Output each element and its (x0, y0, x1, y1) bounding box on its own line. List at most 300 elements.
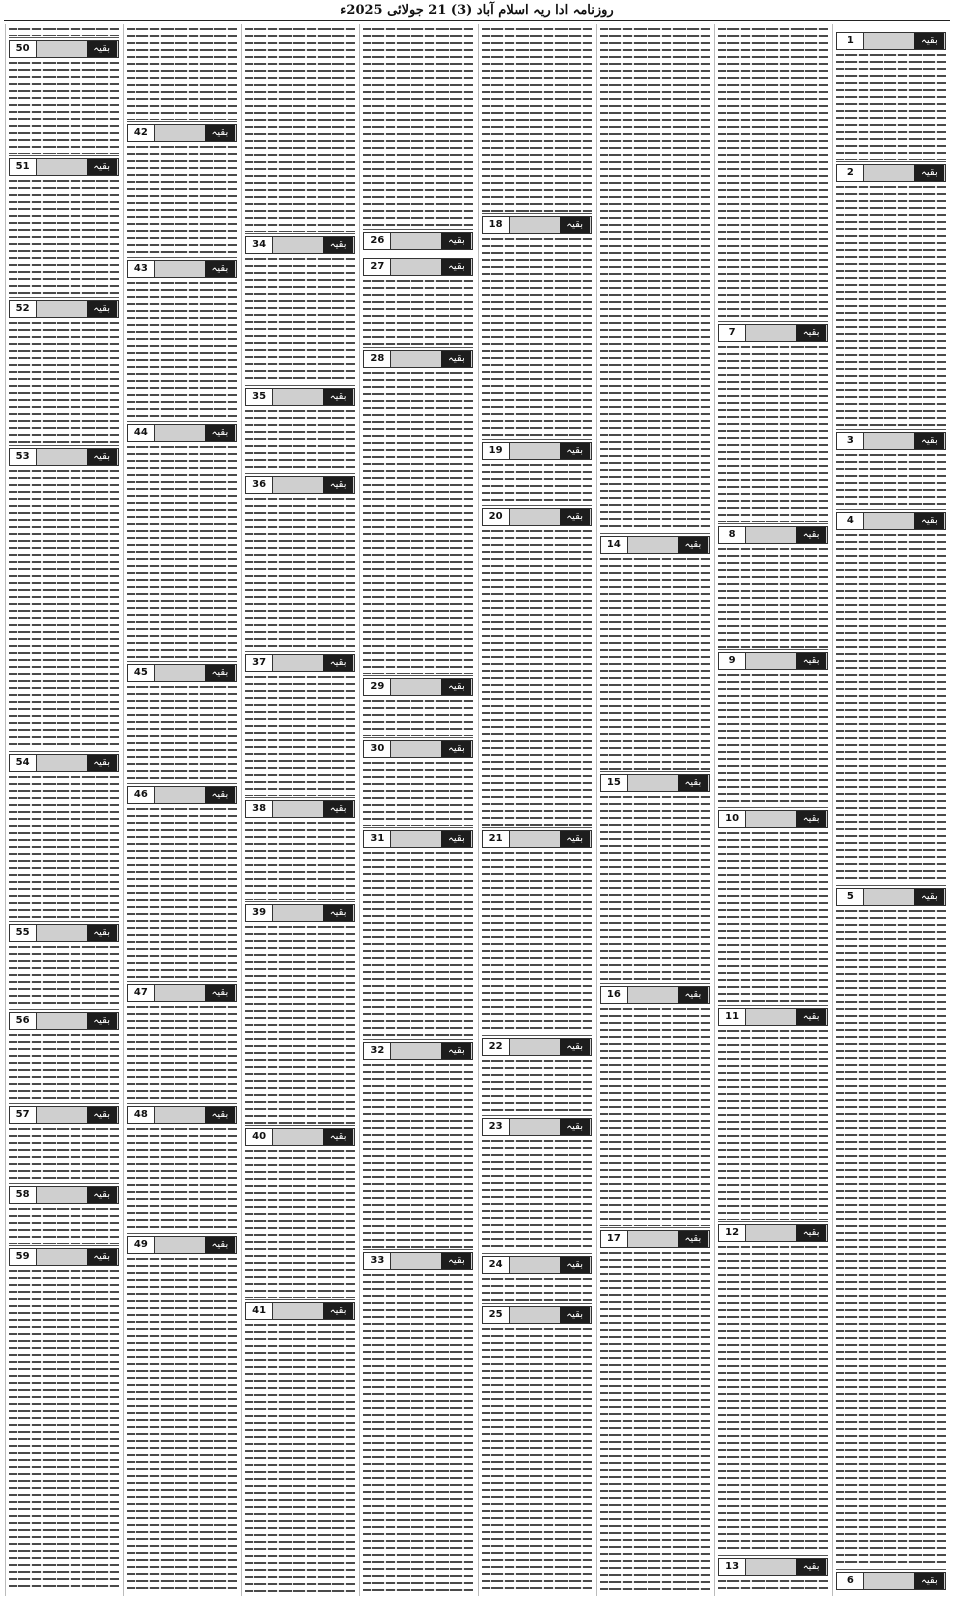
continuation-header (718, 324, 828, 342)
article-end-rule (245, 1125, 355, 1126)
header-bar (273, 1303, 354, 1319)
header-bar (273, 237, 354, 253)
masthead: روزنامہ ادا ریہ اسلام آباد (3) 21 جولائی 2025ء (340, 3, 614, 18)
continuation-header (9, 158, 119, 176)
header-bar (746, 325, 827, 341)
continuation-header (836, 512, 946, 530)
continuation-label: بقیہ (441, 679, 471, 695)
article-text (127, 144, 237, 256)
article-end-rule (9, 37, 119, 38)
header-bar (391, 1043, 472, 1059)
continuation-label: بقیہ (560, 1257, 590, 1273)
continuation-label: بقیہ (678, 775, 708, 791)
article-text (600, 794, 710, 982)
header-bar (273, 655, 354, 671)
article-text (363, 850, 473, 1038)
continuation-number: 16 (601, 987, 628, 1003)
continuation-label: بقیہ (323, 477, 353, 493)
continuation-label: بقیہ (560, 1307, 590, 1323)
article-end-rule (127, 783, 237, 784)
header-bar (746, 1225, 827, 1241)
continuation-label: بقیہ (914, 33, 944, 49)
continuation-label: بقیہ (796, 527, 826, 543)
continuation-label: بقیہ (914, 513, 944, 529)
continuation-header (9, 1248, 119, 1266)
header-bar (155, 125, 236, 141)
article-text (9, 178, 119, 296)
continuation-number: 53 (10, 449, 37, 465)
continuation-label: بقیہ (678, 987, 708, 1003)
newspaper-columns (4, 24, 950, 1596)
continuation-number: 45 (128, 665, 155, 681)
column-5 (359, 24, 476, 1596)
continuation-number: 6 (837, 1573, 864, 1589)
continuation-number: 37 (246, 655, 273, 671)
continuation-header (600, 1230, 710, 1248)
continuation-label: بقیہ (796, 325, 826, 341)
continuation-label: بقیہ (323, 655, 353, 671)
continuation-header (363, 740, 473, 758)
header-bar (37, 755, 118, 771)
continuation-number: 55 (10, 925, 37, 941)
continuation-header (482, 1038, 592, 1056)
article-text (836, 532, 946, 884)
continuation-header (127, 786, 237, 804)
article-text (127, 1004, 237, 1102)
article-end-rule (127, 421, 237, 422)
continuation-label: بقیہ (914, 433, 944, 449)
continuation-number: 38 (246, 801, 273, 817)
article-end-rule (245, 1299, 355, 1300)
continuation-header (245, 476, 355, 494)
continuation-number: 44 (128, 425, 155, 441)
continuation-number: 26 (364, 233, 391, 249)
header-bar (155, 261, 236, 277)
header-bar (391, 679, 472, 695)
header-bar (37, 159, 118, 175)
header-bar (37, 1013, 118, 1029)
article-end-rule (718, 1555, 828, 1556)
continuation-header (718, 1008, 828, 1026)
continuation-number: 23 (483, 1119, 510, 1135)
header-bar (510, 217, 591, 233)
header-bar (37, 1107, 118, 1123)
continuation-label: بقیہ (560, 443, 590, 459)
continuation-number: 15 (601, 775, 628, 791)
article-text (718, 1244, 828, 1554)
header-bar (37, 1249, 118, 1265)
article-text (127, 444, 237, 660)
article-text (363, 760, 473, 826)
continuation-number: 21 (483, 831, 510, 847)
continuation-number: 22 (483, 1039, 510, 1055)
article-end-rule (9, 1103, 119, 1104)
article-text (363, 1272, 473, 1592)
continuation-header (245, 1302, 355, 1320)
header-bar (391, 741, 472, 757)
continuation-label: بقیہ (87, 925, 117, 941)
continuation-header (836, 888, 946, 906)
continuation-header (600, 774, 710, 792)
article-text (363, 1062, 473, 1248)
continuation-number: 3 (837, 433, 864, 449)
article-end-rule (718, 649, 828, 650)
masthead-rule (4, 20, 950, 21)
continuation-number: 31 (364, 831, 391, 847)
article-end-rule (363, 1039, 473, 1040)
continuation-number: 43 (128, 261, 155, 277)
article-text (245, 256, 355, 384)
continuation-number: 11 (719, 1009, 746, 1025)
article-text (482, 1138, 592, 1252)
continuation-header (245, 904, 355, 922)
article-end-rule (482, 439, 592, 440)
header-bar (864, 433, 945, 449)
continuation-label: بقیہ (87, 449, 117, 465)
continuation-label: بقیہ (87, 41, 117, 57)
continuation-header (482, 1256, 592, 1274)
article-end-rule (127, 1233, 237, 1234)
continuation-number: 5 (837, 889, 864, 905)
continuation-header (482, 830, 592, 848)
article-end-rule (245, 233, 355, 234)
article-end-rule (9, 1245, 119, 1246)
article-text (245, 820, 355, 900)
header-bar (37, 41, 118, 57)
article-text (482, 236, 592, 438)
continuation-label: بقیہ (87, 1013, 117, 1029)
header-bar (864, 1573, 945, 1589)
header-bar (391, 1253, 472, 1269)
continuation-number: 32 (364, 1043, 391, 1059)
continuation-header (9, 448, 119, 466)
continuation-number: 41 (246, 1303, 273, 1319)
article-text (245, 496, 355, 650)
continuation-number: 12 (719, 1225, 746, 1241)
header-bar (391, 259, 472, 275)
continuation-label: بقیہ (441, 741, 471, 757)
column-7 (123, 24, 240, 1596)
continuation-label: بقیہ (87, 159, 117, 175)
article-text (600, 1006, 710, 1226)
article-text (836, 452, 946, 508)
article-end-rule (127, 981, 237, 982)
article-end-rule (363, 737, 473, 738)
continuation-number: 4 (837, 513, 864, 529)
article-text (718, 1028, 828, 1220)
continuation-header (9, 1186, 119, 1204)
header-bar (746, 1009, 827, 1025)
article-end-rule (600, 771, 710, 772)
continuation-number: 47 (128, 985, 155, 1001)
article-text (482, 462, 592, 504)
header-bar (510, 1307, 591, 1323)
header-bar (391, 233, 472, 249)
continuation-header (482, 442, 592, 460)
article-end-rule (836, 509, 946, 510)
continuation-label: بقیہ (796, 1225, 826, 1241)
article-end-rule (718, 321, 828, 322)
continuation-number: 34 (246, 237, 273, 253)
article-text (9, 1206, 119, 1244)
continuation-number: 48 (128, 1107, 155, 1123)
article-end-rule (9, 155, 119, 156)
article-text (363, 26, 473, 228)
article-end-rule (245, 385, 355, 386)
continuation-number: 33 (364, 1253, 391, 1269)
continuation-label: بقیہ (560, 1039, 590, 1055)
header-bar (510, 1039, 591, 1055)
continuation-label: بقیہ (914, 165, 944, 181)
continuation-header (245, 236, 355, 254)
article-end-rule (482, 1035, 592, 1036)
continuation-number: 58 (10, 1187, 37, 1203)
article-text (718, 830, 828, 1004)
article-text (9, 320, 119, 444)
continuation-number: 20 (483, 509, 510, 525)
article-end-rule (718, 1005, 828, 1006)
continuation-header (9, 754, 119, 772)
article-end-rule (9, 921, 119, 922)
header-bar (155, 1107, 236, 1123)
header-bar (510, 831, 591, 847)
continuation-number: 10 (719, 811, 746, 827)
continuation-header (245, 654, 355, 672)
article-text (718, 1578, 828, 1592)
column-4 (478, 24, 595, 1596)
continuation-label: بقیہ (914, 889, 944, 905)
header-bar (273, 801, 354, 817)
continuation-header (600, 986, 710, 1004)
article-text (363, 278, 473, 346)
continuation-header (482, 216, 592, 234)
continuation-label: بقیہ (796, 1559, 826, 1575)
column-2 (714, 24, 831, 1596)
article-end-rule (9, 297, 119, 298)
article-end-rule (363, 827, 473, 828)
continuation-header (482, 1118, 592, 1136)
continuation-label: بقیہ (796, 653, 826, 669)
continuation-header (9, 1012, 119, 1030)
continuation-header (9, 300, 119, 318)
article-end-rule (245, 473, 355, 474)
article-text (600, 1250, 710, 1592)
article-text (9, 1268, 119, 1592)
continuation-label: بقیہ (441, 831, 471, 847)
article-end-rule (9, 1183, 119, 1184)
header-bar (746, 653, 827, 669)
article-text (245, 26, 355, 232)
continuation-number: 54 (10, 755, 37, 771)
article-text (836, 184, 946, 428)
article-end-rule (482, 1253, 592, 1254)
continuation-number: 27 (364, 259, 391, 275)
article-text (9, 774, 119, 920)
continuation-header (363, 678, 473, 696)
article-text (127, 1256, 237, 1592)
continuation-label: بقیہ (441, 259, 471, 275)
continuation-header (9, 1106, 119, 1124)
article-end-rule (836, 161, 946, 162)
header-bar (746, 527, 827, 543)
continuation-number: 28 (364, 351, 391, 367)
continuation-number: 57 (10, 1107, 37, 1123)
column-8 (5, 24, 122, 1596)
article-end-rule (718, 807, 828, 808)
header-bar (155, 985, 236, 1001)
article-text (482, 1326, 592, 1592)
continuation-number: 14 (601, 537, 628, 553)
article-text (127, 1126, 237, 1232)
article-text (718, 546, 828, 648)
continuation-header (718, 810, 828, 828)
article-end-rule (127, 1103, 237, 1104)
article-text (482, 1058, 592, 1114)
continuation-label: بقیہ (205, 261, 235, 277)
continuation-label: بقیہ (560, 217, 590, 233)
continuation-header (482, 1306, 592, 1324)
article-end-rule (245, 651, 355, 652)
article-text (9, 944, 119, 1008)
continuation-label: بقیہ (205, 985, 235, 1001)
continuation-header (363, 232, 473, 250)
continuation-number: 46 (128, 787, 155, 803)
continuation-label: بقیہ (560, 831, 590, 847)
continuation-number: 29 (364, 679, 391, 695)
article-text (9, 26, 119, 36)
article-end-rule (9, 1009, 119, 1010)
header-bar (155, 425, 236, 441)
article-text (600, 556, 710, 770)
article-end-rule (363, 1249, 473, 1250)
continuation-header (836, 432, 946, 450)
article-text (245, 1148, 355, 1298)
continuation-header (127, 424, 237, 442)
continuation-number: 40 (246, 1129, 273, 1145)
continuation-label: بقیہ (205, 1107, 235, 1123)
continuation-number: 18 (483, 217, 510, 233)
continuation-header (9, 40, 119, 58)
continuation-label: بقیہ (323, 389, 353, 405)
article-text (482, 528, 592, 826)
continuation-number: 56 (10, 1013, 37, 1029)
article-text (127, 280, 237, 420)
continuation-header (127, 260, 237, 278)
article-text (363, 698, 473, 736)
header-bar (864, 513, 945, 529)
continuation-label: بقیہ (323, 801, 353, 817)
article-end-rule (127, 257, 237, 258)
continuation-number: 25 (483, 1307, 510, 1323)
header-bar (746, 1559, 827, 1575)
article-text (245, 408, 355, 472)
continuation-number: 50 (10, 41, 37, 57)
header-bar (628, 987, 709, 1003)
header-bar (37, 1187, 118, 1203)
article-text (9, 1032, 119, 1102)
continuation-header (127, 1236, 237, 1254)
continuation-label: بقیہ (87, 1187, 117, 1203)
header-bar (273, 389, 354, 405)
continuation-label: بقیہ (678, 537, 708, 553)
continuation-number: 24 (483, 1257, 510, 1273)
header-bar (273, 477, 354, 493)
article-text (836, 908, 946, 1568)
continuation-header (718, 1224, 828, 1242)
continuation-label: بقیہ (205, 787, 235, 803)
continuation-label: بقیہ (87, 1107, 117, 1123)
continuation-label: بقیہ (560, 1119, 590, 1135)
article-text (127, 684, 237, 782)
article-end-rule (836, 429, 946, 430)
continuation-label: بقیہ (205, 1237, 235, 1253)
article-end-rule (836, 1569, 946, 1570)
continuation-header (363, 1252, 473, 1270)
continuation-header (9, 924, 119, 942)
continuation-label: بقیہ (796, 811, 826, 827)
header-bar (391, 351, 472, 367)
header-bar (155, 665, 236, 681)
continuation-header (836, 1572, 946, 1590)
article-text (245, 924, 355, 1124)
continuation-label: بقیہ (323, 1303, 353, 1319)
continuation-label: بقیہ (323, 905, 353, 921)
header-bar (864, 165, 945, 181)
continuation-number: 17 (601, 1231, 628, 1247)
article-end-rule (836, 885, 946, 886)
article-text (718, 672, 828, 806)
continuation-number: 35 (246, 389, 273, 405)
continuation-header (127, 984, 237, 1002)
continuation-label: بقیہ (323, 1129, 353, 1145)
continuation-header (718, 526, 828, 544)
header-bar (746, 811, 827, 827)
article-text (718, 26, 828, 320)
continuation-number: 19 (483, 443, 510, 459)
article-end-rule (363, 347, 473, 348)
continuation-number: 59 (10, 1249, 37, 1265)
continuation-header (836, 164, 946, 182)
header-bar (391, 831, 472, 847)
continuation-header (363, 258, 473, 276)
header-bar (37, 449, 118, 465)
continuation-number: 1 (837, 33, 864, 49)
continuation-label: بقیہ (441, 351, 471, 367)
header-bar (155, 1237, 236, 1253)
continuation-label: بقیہ (796, 1009, 826, 1025)
article-end-rule (363, 675, 473, 676)
article-end-rule (482, 827, 592, 828)
article-end-rule (127, 661, 237, 662)
continuation-number: 42 (128, 125, 155, 141)
column-1 (832, 24, 949, 1596)
continuation-number: 49 (128, 1237, 155, 1253)
continuation-label: بقیہ (205, 425, 235, 441)
article-end-rule (718, 1221, 828, 1222)
header-bar (37, 925, 118, 941)
header-bar (273, 905, 354, 921)
article-text (600, 26, 710, 532)
continuation-number: 9 (719, 653, 746, 669)
article-end-rule (245, 901, 355, 902)
article-text (482, 1276, 592, 1302)
column-3 (596, 24, 713, 1596)
continuation-header (363, 830, 473, 848)
article-end-rule (9, 751, 119, 752)
continuation-number: 39 (246, 905, 273, 921)
header-bar (628, 1231, 709, 1247)
article-text (9, 60, 119, 154)
